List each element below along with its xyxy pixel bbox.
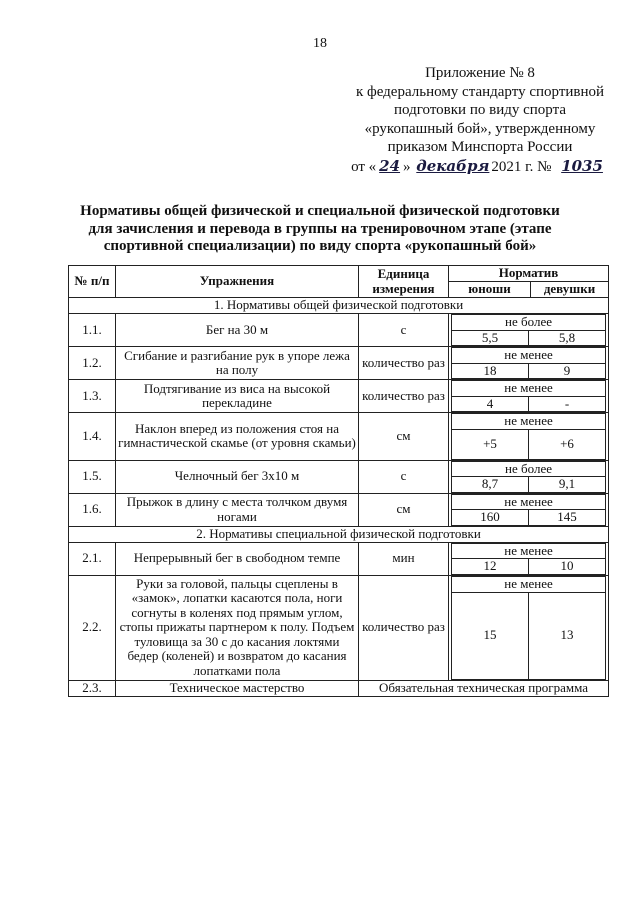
header-unit: Единица измерения xyxy=(359,266,449,298)
order-number: 1035 xyxy=(561,156,603,175)
row-girls: 9,1 xyxy=(529,477,606,493)
row-unit: с xyxy=(359,460,449,493)
table-row xyxy=(69,460,609,493)
row-exercise: Техническое мастерство xyxy=(116,680,359,696)
row-unit: с xyxy=(359,314,449,347)
row-boys: 18 xyxy=(452,363,529,379)
row-unit: см xyxy=(359,493,449,526)
row-unit: см xyxy=(359,413,449,461)
row-girls: 10 xyxy=(529,559,606,575)
row-condition: не менее xyxy=(452,381,606,397)
row-boys: 160 xyxy=(452,510,529,526)
row-boys: 8,7 xyxy=(452,477,529,493)
row-exercise: Челночный бег 3х10 м xyxy=(116,460,359,493)
row-num: 1.5. xyxy=(69,460,116,493)
section-title: 2. Нормативы специальной физической подготовки xyxy=(69,526,609,542)
row-unit: количество раз xyxy=(359,380,449,413)
row-condition: не более xyxy=(452,461,606,477)
row-unit-merged: Обязательная техническая программа xyxy=(359,680,609,696)
header-girls: девушки xyxy=(531,282,609,298)
row-boys: +5 xyxy=(452,429,529,459)
row-num: 2.3. xyxy=(69,680,116,696)
appendix-line: Приложение № 8 xyxy=(425,65,535,81)
row-condition: не менее xyxy=(452,494,606,510)
appendix-line: «рукопашный бой», утвержденному xyxy=(364,120,596,137)
appendix-line: приказом Минспорта России xyxy=(387,139,573,155)
table-row xyxy=(69,314,609,347)
appendix-line: к федеральному стандарту спортивной xyxy=(355,83,605,100)
row-girls: 5,8 xyxy=(529,330,606,346)
norms-table xyxy=(68,265,609,697)
row-condition: не менее xyxy=(452,543,606,559)
appendix-header xyxy=(350,64,610,176)
row-exercise: Руки за головой, пальцы сцеплены в «замок», лопатки касаются пола, ноги согнуты в коленях под прямым углом, стопы прижаты партнером к полу. Подъем туловища за 30 с до касания локтями бедер (коленей) и возвратом до касания лопатками пола xyxy=(116,575,359,680)
table-row xyxy=(69,380,609,413)
row-boys: 4 xyxy=(452,396,529,412)
date-mid: » xyxy=(403,158,411,175)
row-boys: 12 xyxy=(452,559,529,575)
row-num: 2.2. xyxy=(69,575,116,680)
page-number: 18 xyxy=(313,36,327,51)
document-title xyxy=(60,203,580,256)
table-row xyxy=(69,347,609,380)
row-condition: не более xyxy=(452,315,606,331)
table-row xyxy=(69,542,609,575)
row-girls: +6 xyxy=(529,429,606,459)
row-num: 1.3. xyxy=(69,380,116,413)
row-condition: не менее xyxy=(452,414,606,430)
row-exercise: Наклон вперед из положения стоя на гимнастической скамье (от уровня скамьи) xyxy=(116,413,359,461)
row-num: 1.6. xyxy=(69,493,116,526)
date-month: декабря xyxy=(416,156,490,175)
title-line: для зачисления и перевода в группы на тренировочном этапе (этапе xyxy=(88,220,552,237)
title-line: спортивной специализации) по виду спорта «рукопашный бой» xyxy=(103,238,537,254)
date-year: 2021 г. № xyxy=(491,158,552,175)
date-day: 24 xyxy=(379,156,401,175)
row-condition: не менее xyxy=(452,576,606,592)
row-exercise: Бег на 30 м xyxy=(116,314,359,347)
row-girls: 145 xyxy=(529,510,606,526)
section-title: 1. Нормативы общей физической подготовки xyxy=(69,298,609,314)
header-exercise: Упражнения xyxy=(116,266,359,298)
row-unit: количество раз xyxy=(359,347,449,380)
row-exercise: Прыжок в длину с места толчком двумя ногами xyxy=(116,493,359,526)
row-girls: 13 xyxy=(529,592,606,679)
row-condition: не менее xyxy=(452,348,606,364)
row-exercise: Непрерывный бег в свободном темпе xyxy=(116,542,359,575)
table-row xyxy=(69,680,609,696)
row-exercise: Подтягивание из виса на высокой перекладине xyxy=(116,380,359,413)
row-num: 1.1. xyxy=(69,314,116,347)
appendix-date-line xyxy=(350,157,610,177)
title-line: Нормативы общей физической и специальной физической подготовки xyxy=(80,203,560,219)
row-girls: - xyxy=(529,396,606,412)
row-num: 1.2. xyxy=(69,347,116,380)
header-boys: юноши xyxy=(449,282,531,298)
row-boys: 5,5 xyxy=(452,330,529,346)
row-unit: количество раз xyxy=(359,575,449,680)
row-num: 1.4. xyxy=(69,413,116,461)
row-num: 2.1. xyxy=(69,542,116,575)
table-row xyxy=(69,413,609,461)
header-num: № п/п xyxy=(69,266,116,298)
header-norm: Норматив xyxy=(449,266,609,282)
date-prefix: от « xyxy=(351,158,377,175)
row-exercise: Сгибание и разгибание рук в упоре лежа на полу xyxy=(116,347,359,380)
table-row xyxy=(69,493,609,526)
row-unit: мин xyxy=(359,542,449,575)
appendix-line: подготовки по виду спорта xyxy=(394,102,566,118)
row-girls: 9 xyxy=(529,363,606,379)
row-boys: 15 xyxy=(452,592,529,679)
table-row xyxy=(69,575,609,680)
